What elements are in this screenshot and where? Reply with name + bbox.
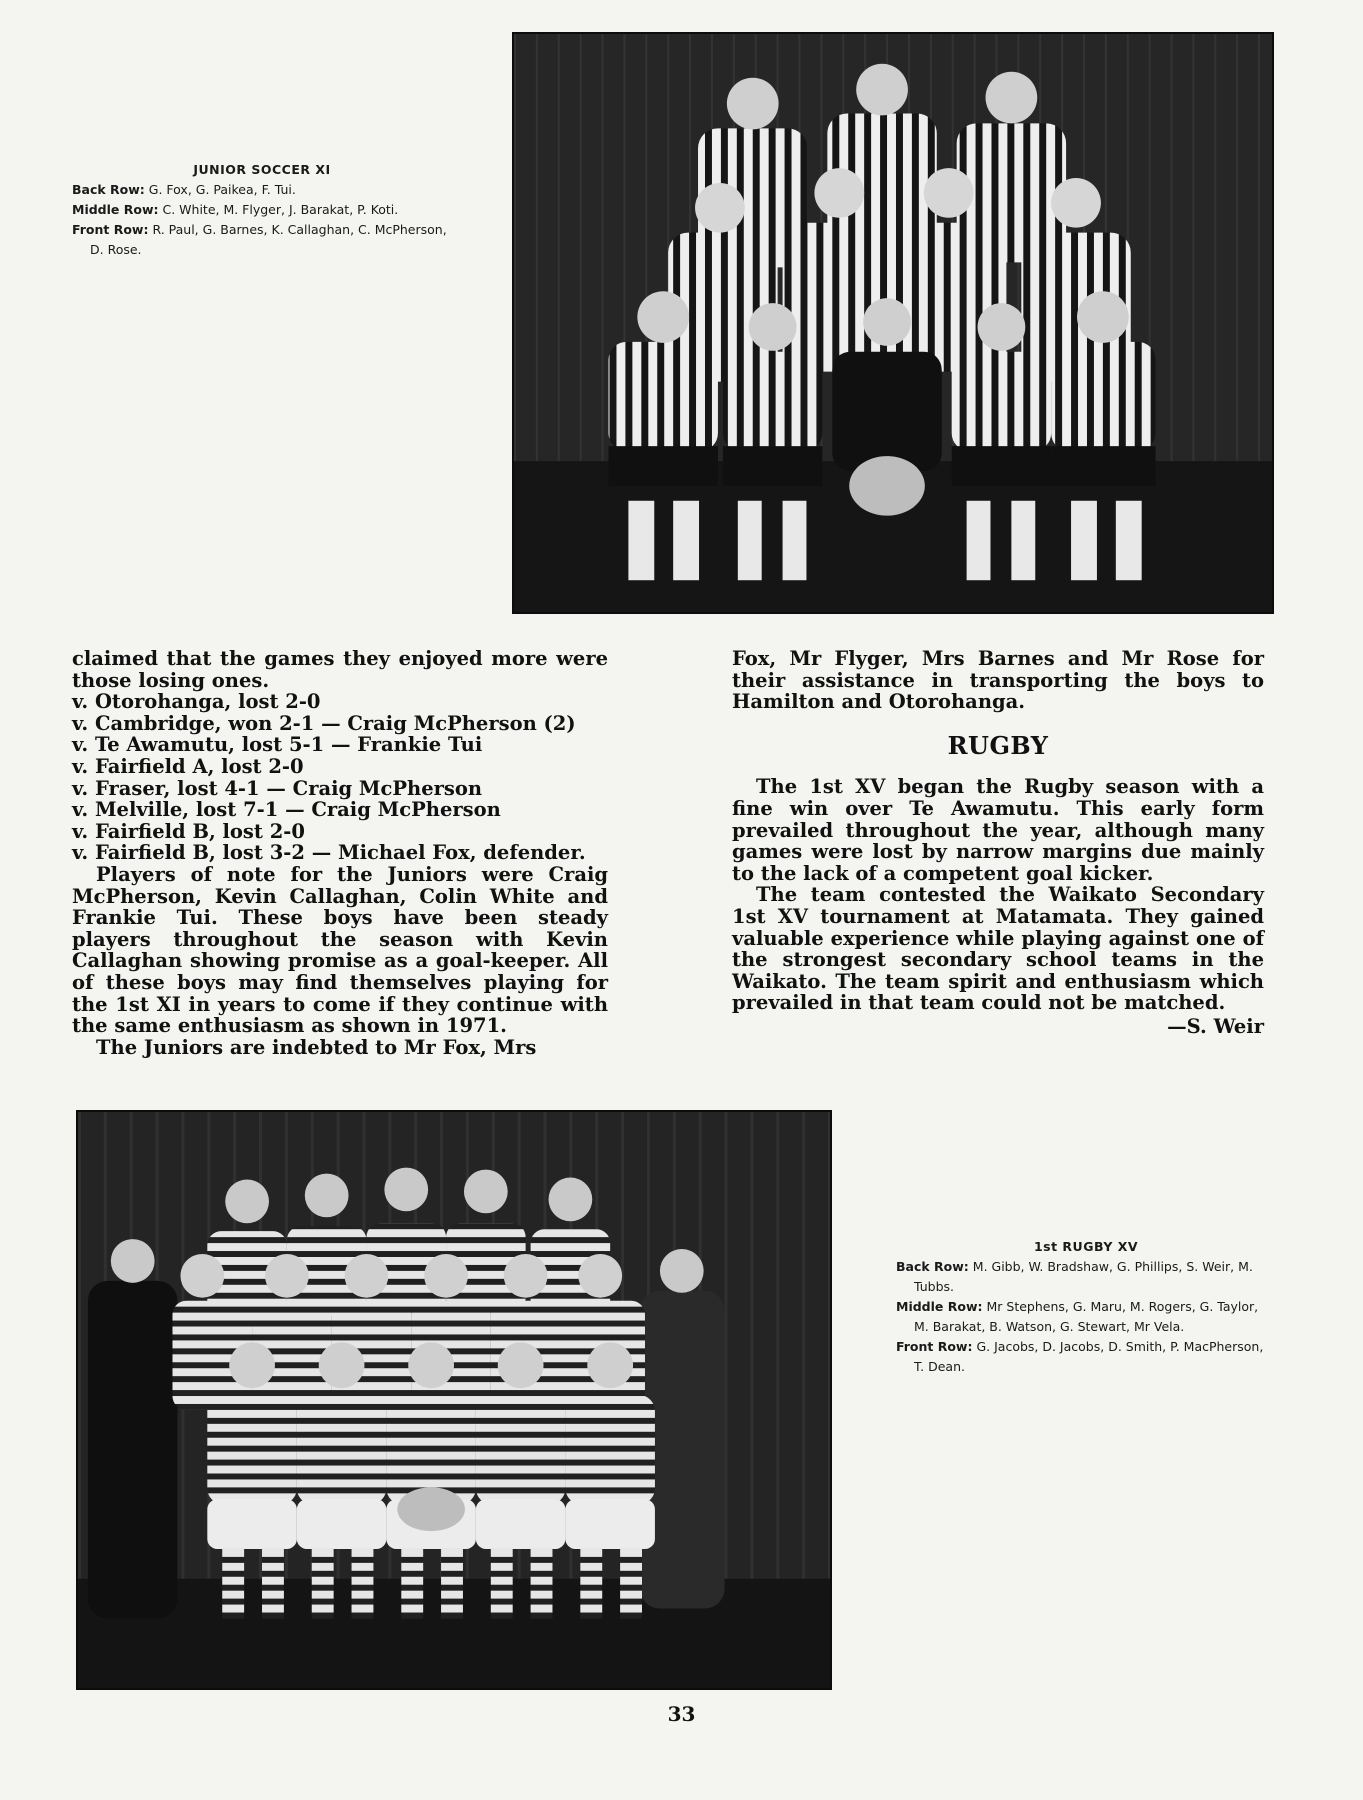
right-text-column (732, 648, 1264, 1038)
rugby-front-row: Front Row: G. Jacobs, D. Jacobs, D. Smith, P. MacPherson, T. Dean. (896, 1339, 1264, 1374)
result-item: v. Fraser, lost 4-1 — Craig McPherson (72, 776, 483, 800)
left-text-column (72, 648, 608, 1058)
players-paragraph: Players of note for the Juniors were Craig McPherson, Kevin Callaghan, Colin White and Frankie Tui. These boys have been steady players throughout the season with Kevin Callaghan showing promise as a goal-keeper. All of these boys may find themselves playing for the 1st XI in years to come if they continue with the same enthusiasm as shown in 1971. (72, 862, 608, 1038)
results-list (72, 691, 608, 864)
rugby-team-photo (76, 1110, 832, 1690)
result-item: v. Te Awamutu, lost 5-1 — Frankie Tui (72, 733, 483, 757)
rugby-heading: RUGBY (947, 730, 1049, 760)
rugby-middle-row: Middle Row: Mr Stephens, G. Maru, M. Rogers, G. Taylor, M. Barakat, B. Watson, G. Stewart, Mr Vela. (896, 1299, 1259, 1334)
soccer-front-row: Front Row: R. Paul, G. Barnes, K. Callaghan, C. McPherson, D. Rose. (72, 222, 447, 257)
soccer-caption-title: JUNIOR SOCCER XI (193, 162, 331, 177)
rugby-paragraph-2: The team contested the Waikato Secondary 1st XV tournament at Matamata. They gained valuable experience while playing against one of the strongest secondary school teams in the Waikato. The team spirit and enthusiasm which prevailed in that team could not be matched. (732, 883, 1264, 1015)
author-signoff: —S. Weir (1167, 1014, 1264, 1038)
thanks-paragraph: The Juniors are indebted to Mr Fox, Mrs (96, 1035, 537, 1059)
result-item: v. Otorohanga, lost 2-0 (72, 690, 321, 714)
soccer-caption (72, 160, 452, 260)
thanks-continued-paragraph: Fox, Mr Flyger, Mrs Barnes and Mr Rose for their assistance in transporting the boys to Hamilton and Otorohanga. (732, 647, 1264, 714)
soccer-back-row: Back Row: G. Fox, G. Paikea, F. Tui. (72, 182, 296, 197)
soccer-middle-row: Middle Row: C. White, M. Flyger, J. Barakat, P. Koti. (72, 202, 399, 217)
rugby-back-row: Back Row: M. Gibb, W. Bradshaw, G. Phillips, S. Weir, M. Tubbs. (896, 1259, 1253, 1294)
page-number: 33 (667, 1702, 696, 1726)
intro-paragraph: claimed that the games they enjoyed more were those losing ones. (72, 647, 608, 692)
result-item: v. Fairfield A, lost 2-0 (72, 754, 304, 778)
result-item: v. Fairfield B, lost 3-2 — Michael Fox, defender. (72, 841, 586, 865)
soccer-team-photo (512, 32, 1274, 614)
result-item: v. Melville, lost 7-1 — Craig McPherson (72, 798, 501, 822)
rugby-caption (896, 1237, 1276, 1377)
result-item: v. Cambridge, won 2-1 — Craig McPherson (2) (72, 711, 576, 735)
rugby-caption-title: 1st RUGBY XV (1033, 1239, 1139, 1254)
result-item: v. Fairfield B, lost 2-0 (72, 819, 305, 843)
rugby-paragraph-1: The 1st XV began the Rugby season with a fine win over Te Awamutu. This early form prevailed throughout the year, although many games were lost by narrow margins due mainly to the lack of a competent goal kicker. (732, 775, 1264, 885)
